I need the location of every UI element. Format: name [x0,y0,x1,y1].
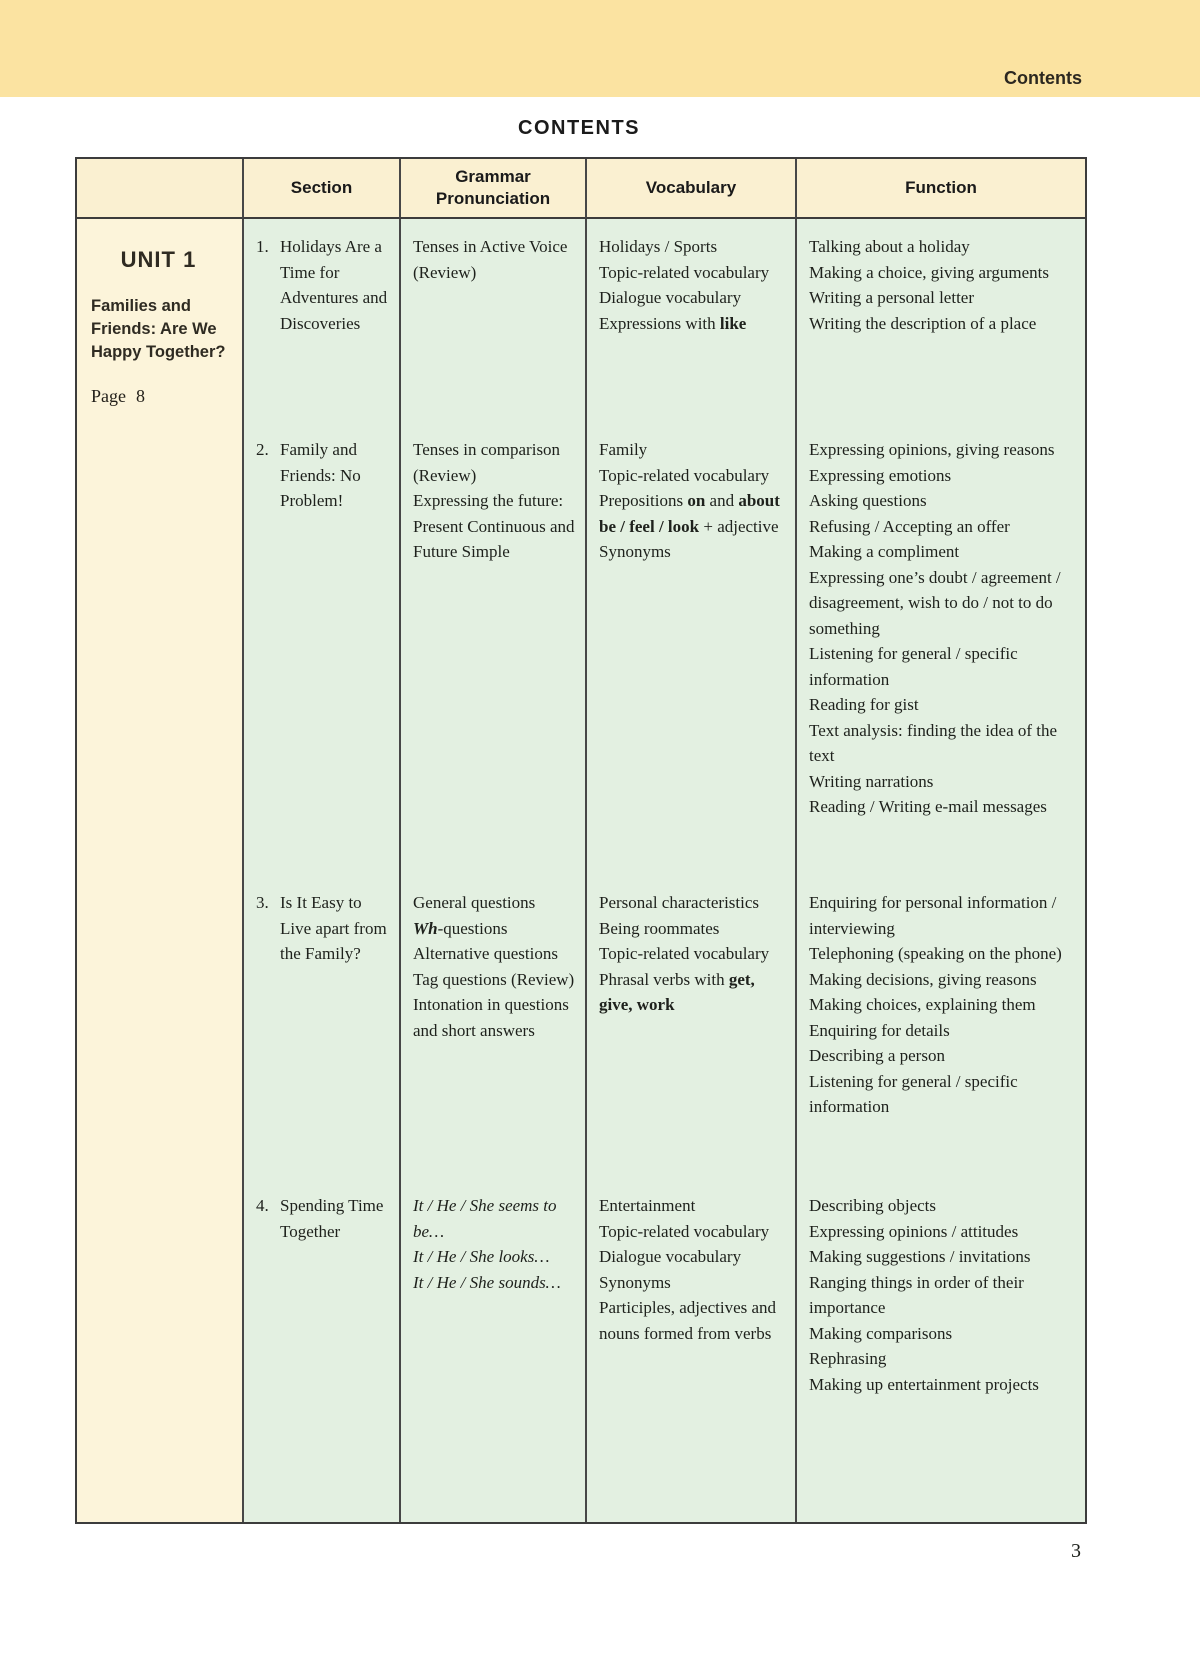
entry [809,794,1077,820]
entry [809,890,1077,941]
entry [809,285,1077,311]
entry-text: Making decisions, giving reasons [809,969,1037,989]
entry-text: Text analysis: finding the idea of the text [809,720,1058,765]
entry-text: Topic-related vocabulary [599,465,770,485]
entry [413,488,577,565]
entry [599,1270,783,1296]
grammar-cell [399,422,585,875]
entry [599,463,783,489]
grammar-cell [399,219,585,422]
entry [599,967,783,1018]
entry [809,234,1077,260]
page-number: 3 [1071,1540,1081,1562]
entry [599,1295,783,1346]
entry-text: General questions [413,893,536,912]
section-title-cell [242,422,399,875]
entry [599,1219,783,1245]
entry [809,641,1077,692]
entry-text: Phrasal verbs with [599,969,729,989]
entry [599,1244,783,1270]
entry [809,1043,1077,1069]
function-cell [795,422,1085,875]
entry [413,890,577,916]
entry-text: Expressions with [599,313,720,333]
entry [809,1244,1077,1270]
vocabulary-cell [585,422,795,875]
header-cell-grammar-pronunciation: Grammar Pronunciation [399,159,585,219]
entry-text: -questions [437,918,508,938]
entry-text: Intonation in questions and short answers [413,995,569,1040]
vocabulary-cell [585,1178,795,1522]
entry-text: Topic-related vocabulary [599,944,770,963]
entry [809,1372,1077,1398]
entry-text: Reading for gist [809,695,919,714]
contents-corner-label: Contents [1004,68,1082,88]
entry-text: like [719,313,747,333]
entry-text: Making comparisons [809,1323,953,1343]
entry-text: Enquiring for details [809,1020,950,1040]
header-cell-section: Section [242,159,399,219]
entry-text: Making suggestions / invitations [809,1247,1031,1266]
entry [809,514,1077,540]
header-cell-blank [77,159,242,219]
section-name-text: Is It Easy to Live apart from the Family? [280,893,387,963]
entry-text: Synonyms [599,1272,671,1292]
section-name [256,890,391,967]
entry-text: Entertainment [599,1196,696,1215]
entry [599,890,783,916]
section-number: 4. [256,1196,269,1215]
entry-text: Rephrasing [809,1349,887,1368]
entry-text: Family [599,440,648,459]
entry [413,1244,577,1270]
unit-page-ref [91,386,232,407]
unit-name: UNIT 1 [120,247,197,272]
entry [809,992,1077,1018]
contents-table [75,157,1087,1524]
section-name-text: Holidays Are a Time for Adventures and Discoveries [280,237,388,333]
entry-text: Enquiring for personal information / interviewing [809,893,1057,938]
entry [599,488,783,514]
entry-text: Listening for general / specific information [809,644,1018,689]
unit-page-number: 8 [136,386,145,406]
vocabulary-cell [585,219,795,422]
entry [413,992,577,1043]
entry [413,967,577,993]
entry [413,941,577,967]
function-cell [795,875,1085,1178]
section-number: 2. [256,440,269,459]
entry-text: Wh [413,918,438,938]
section-title-cell [242,1178,399,1522]
entry [809,1270,1077,1321]
section-name [256,234,391,336]
entry [809,1193,1077,1219]
entry-text: It / He / She seems to be… [413,1196,557,1241]
entry-text: Writing a personal letter [809,288,975,307]
entry-text: Tenses in Active Voice (Review) [413,237,568,282]
page-title: CONTENTS [518,117,640,139]
entry [413,1270,577,1296]
entry [599,539,783,565]
entry [809,311,1077,337]
entry-text: Participles, adjectives and nouns formed from verbs [599,1298,777,1343]
section-number: 3. [256,893,269,912]
entry-text: Topic-related vocabulary [599,262,770,282]
entry-text: Telephoning (speaking on the phone) [809,944,1062,963]
entry [599,916,783,942]
vocabulary-cell [585,875,795,1178]
entry [809,260,1077,286]
section-name [256,437,391,514]
entry-text: Holidays / Sports [599,237,718,256]
entry [809,1321,1077,1347]
grammar-cell [399,1178,585,1522]
entry-text: Expressing opinions, giving reasons [809,440,1055,459]
entry-text: It / He / She looks… [413,1247,550,1266]
entry [809,769,1077,795]
header-cell-function: Function [795,159,1085,219]
entry [809,539,1077,565]
entry [809,718,1077,769]
entry-text: Making a choice, giving arguments [809,262,1049,282]
entry [809,1018,1077,1044]
header-cell-vocabulary: Vocabulary [585,159,795,219]
entry-text: Topic-related vocabulary [599,1221,770,1241]
entry [413,234,577,285]
entry [599,437,783,463]
entry [413,1193,577,1244]
entry-text: Asking questions [809,491,927,510]
entry [809,565,1077,642]
section-number: 1. [256,237,269,256]
entry [599,514,783,540]
entry [599,285,783,311]
entry-text: Making up entertainment projects [809,1374,1039,1394]
entry-text: Expressing emotions [809,465,952,485]
entry-text: Making choices, explaining them [809,995,1036,1014]
entry [599,941,783,967]
entry [809,437,1077,463]
entry [809,1346,1077,1372]
entry-text: Expressing opinions / attitudes [809,1221,1019,1241]
entry [599,1193,783,1219]
entry-text: Ranging things in order of their importance [809,1272,1024,1317]
entry [599,234,783,260]
entry [809,1219,1077,1245]
entry [413,437,577,488]
entry-text: + adjective [699,516,779,536]
entry [809,692,1077,718]
entry-text: on [687,491,706,510]
entry [599,311,783,337]
entry-text: Refusing / Accepting an offer [809,516,1010,536]
function-cell [795,219,1085,422]
entry-text: about [738,491,780,510]
entry-text: Expressing the future: Present Continuous and Future Simple [413,491,575,561]
entry [809,488,1077,514]
entry-text: and [705,491,739,510]
entry-text: Tenses in comparison (Review) [413,440,561,485]
entry-text: It / He / She sounds… [413,1272,561,1292]
entry-text: Dialogue vocabulary [599,1247,742,1266]
section-title-cell [242,875,399,1178]
entry [809,967,1077,993]
entry-text: Prepositions [599,491,688,510]
top-band [0,0,1200,97]
unit-page-label: Page [91,386,126,406]
entry [809,941,1077,967]
entry-text: Listening for general / specific information [809,1071,1018,1116]
section-name-text: Family and Friends: No Problem! [280,440,361,510]
entry-text: Describing a person [809,1046,945,1065]
entry-text: Dialogue vocabulary [599,288,742,307]
entry-text: Describing objects [809,1196,936,1215]
entry [809,463,1077,489]
unit-title: Families and Friends: Are We Happy Together? [91,297,226,361]
function-cell [795,1178,1085,1522]
section-title-cell [242,219,399,422]
entry-text: Talking about a holiday [809,237,970,256]
entry-text: Synonyms [599,542,671,561]
entry-text: Writing the description of a place [809,313,1037,333]
entry-text: Personal characteristics [599,893,760,912]
entry-text: Making a compliment [809,542,960,561]
entry-text: get, give, work [599,969,755,1014]
grammar-cell [399,875,585,1178]
entry-text: Expressing one’s doubt / agreement / disagreement, wish to do / not to do something [809,567,1061,638]
entry [809,1069,1077,1120]
entry-text: Tag questions (Review) [413,969,575,989]
unit-cell [77,219,242,1522]
entry-text: Being roommates [599,918,720,938]
entry-text: Reading / Writing e-mail messages [809,797,1047,816]
entry-text: Writing narrations [809,771,934,791]
entry-text: Alternative questions [413,944,558,963]
entry-text: be / feel / look [599,516,700,536]
entry [413,916,577,942]
entry [599,260,783,286]
section-name-text: Spending Time Together [280,1196,384,1241]
section-name [256,1193,391,1244]
